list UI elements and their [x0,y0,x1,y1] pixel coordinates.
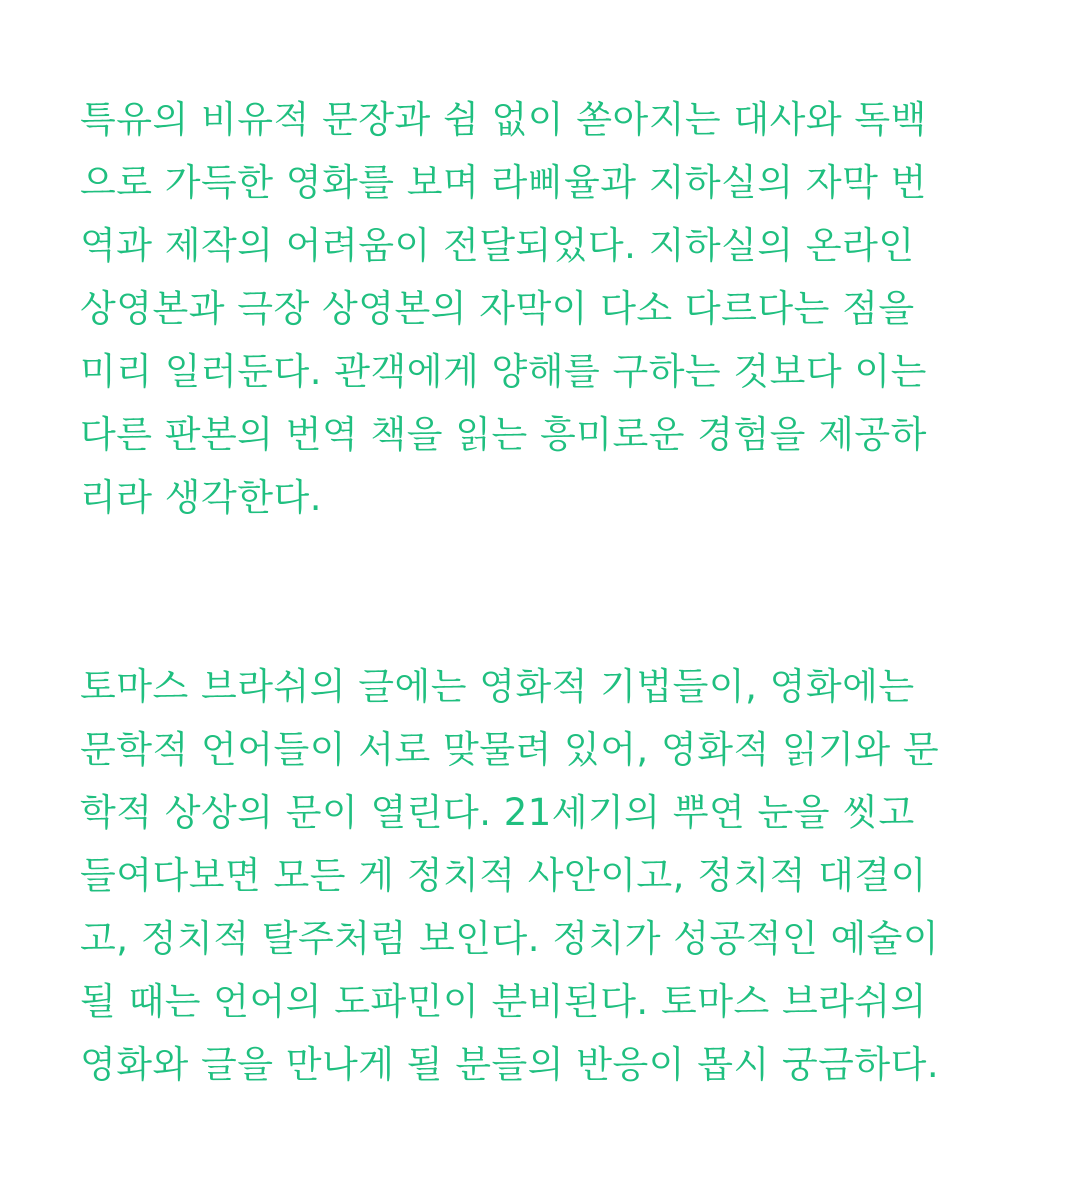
paragraph-2 [80,655,1040,1096]
text-line: 고, 정치적 탈주처럼 보인다. 정치가 성공적인 예술이 [80,917,940,960]
text-line: 토마스 브라쉬의 글에는 영화적 기법들이, 영화에는 [80,665,915,708]
text-line: 미리 일러둔다. 관객에게 양해를 구하는 것보다 이는 [80,350,927,393]
text-line: 될 때는 언어의 도파민이 분비된다. 토마스 브라쉬의 [80,980,927,1023]
text-line: 학적 상상의 문이 열린다. 21세기의 뿌연 눈을 씻고 [80,791,915,834]
text-line: 들여다보면 모든 게 정치적 사안이고, 정치적 대결이 [80,854,927,897]
text-line: 영화와 글을 만나게 될 분들의 반응이 몹시 궁금하다. [80,1043,940,1086]
paragraph-1 [80,88,1040,529]
text-line: 다른 판본의 번역 책을 읽는 흥미로운 경험을 제공하 [80,413,927,456]
text-line: 상영본과 극장 상영본의 자막이 다소 다르다는 점을 [80,287,915,330]
text-line: 문학적 언어들이 서로 맞물려 있어, 영화적 읽기와 문 [80,728,940,771]
text-line: 특유의 비유적 문장과 쉼 없이 쏟아지는 대사와 독백 [80,98,927,141]
text-line: 으로 가득한 영화를 보며 라삐율과 지하실의 자막 번 [80,161,927,204]
text-line: 역과 제작의 어려움이 전달되었다. 지하실의 온라인 [80,224,915,267]
text-line: 리라 생각한다. [80,476,322,519]
